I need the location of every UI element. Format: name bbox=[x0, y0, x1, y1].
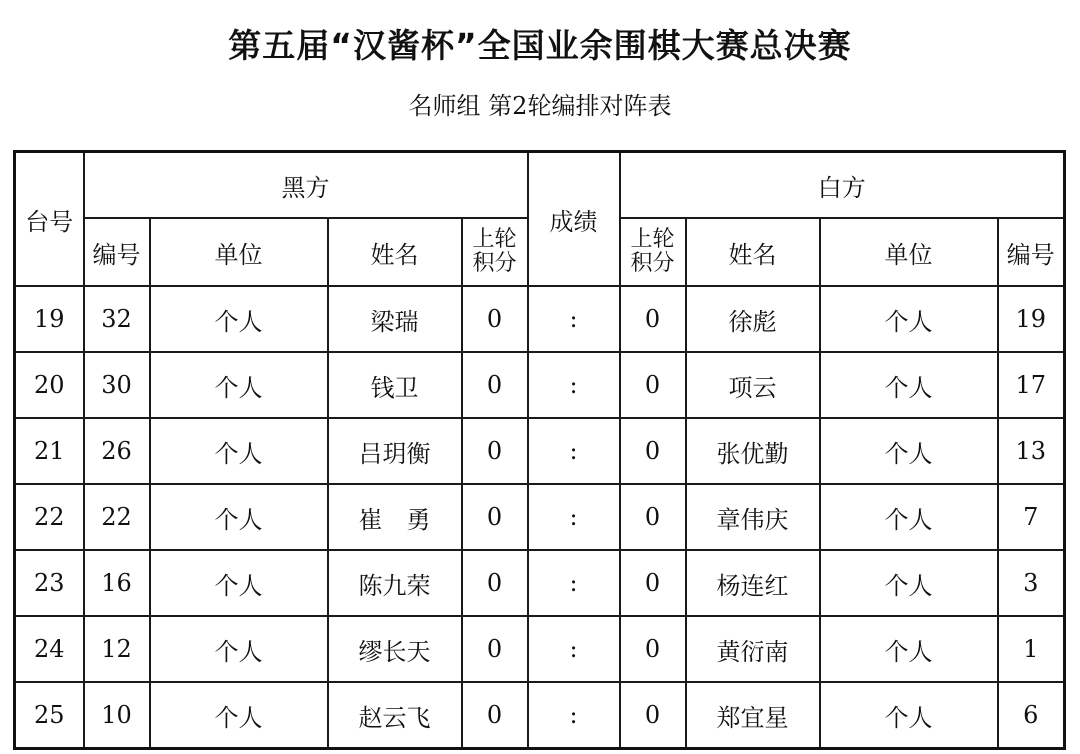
black-number-cell: 22 bbox=[84, 484, 150, 550]
document-subtitle: 名师组 第2轮编排对阵表 bbox=[408, 92, 672, 120]
white-prev-score-cell: 0 bbox=[620, 352, 686, 418]
black-number-cell: 12 bbox=[84, 616, 150, 682]
black-unit-cell: 个人 bbox=[150, 352, 328, 418]
black-prev-score-cell: 0 bbox=[462, 616, 528, 682]
white-prev-score-cell: 0 bbox=[620, 550, 686, 616]
black-prev-score-cell: 0 bbox=[462, 682, 528, 749]
table-number-cell: 22 bbox=[15, 484, 84, 550]
black-number-cell: 10 bbox=[84, 682, 150, 749]
black-unit-cell: 个人 bbox=[150, 286, 328, 352]
header-white-number: 编号 bbox=[998, 218, 1065, 286]
header-table-no: 台号 bbox=[15, 152, 84, 287]
table-row bbox=[15, 286, 1065, 352]
white-name-cell: 杨连红 bbox=[686, 550, 820, 616]
table-row bbox=[15, 484, 1065, 550]
black-prev-score-cell: 0 bbox=[462, 418, 528, 484]
white-unit-cell: 个人 bbox=[820, 418, 998, 484]
header-white-name: 姓名 bbox=[686, 218, 820, 286]
white-name-cell: 郑宜星 bbox=[686, 682, 820, 749]
white-name-cell: 张优勤 bbox=[686, 418, 820, 484]
white-prev-score-cell: 0 bbox=[620, 286, 686, 352]
table-row bbox=[15, 352, 1065, 418]
header-white: 白方 bbox=[620, 152, 1065, 219]
black-prev-score-cell: 0 bbox=[462, 286, 528, 352]
header-black-prev-score: 上轮 积分 bbox=[462, 218, 528, 286]
black-number-cell: 32 bbox=[84, 286, 150, 352]
white-number-cell: 3 bbox=[998, 550, 1065, 616]
black-unit-cell: 个人 bbox=[150, 484, 328, 550]
table-number-cell: 23 bbox=[15, 550, 84, 616]
black-name-cell: 赵云飞 bbox=[328, 682, 462, 749]
pairing-table bbox=[13, 150, 1066, 750]
black-number-cell: 16 bbox=[84, 550, 150, 616]
result-cell: : bbox=[528, 418, 620, 484]
table-number-cell: 24 bbox=[15, 616, 84, 682]
result-cell: : bbox=[528, 286, 620, 352]
table-row bbox=[15, 616, 1065, 682]
black-unit-cell: 个人 bbox=[150, 550, 328, 616]
white-unit-cell: 个人 bbox=[820, 352, 998, 418]
white-unit-cell: 个人 bbox=[820, 484, 998, 550]
white-number-cell: 17 bbox=[998, 352, 1065, 418]
white-number-cell: 1 bbox=[998, 616, 1065, 682]
white-name-cell: 章伟庆 bbox=[686, 484, 820, 550]
header-white-unit: 单位 bbox=[820, 218, 998, 286]
black-unit-cell: 个人 bbox=[150, 616, 328, 682]
black-unit-cell: 个人 bbox=[150, 682, 328, 749]
black-name-cell: 陈九荣 bbox=[328, 550, 462, 616]
black-name-cell: 钱卫 bbox=[328, 352, 462, 418]
white-name-cell: 项云 bbox=[686, 352, 820, 418]
white-prev-score-cell: 0 bbox=[620, 616, 686, 682]
black-name-cell: 吕玥衡 bbox=[328, 418, 462, 484]
table-row bbox=[15, 682, 1065, 749]
white-unit-cell: 个人 bbox=[820, 616, 998, 682]
white-number-cell: 19 bbox=[998, 286, 1065, 352]
header-white-prev-score: 上轮 积分 bbox=[620, 218, 686, 286]
black-name-cell: 崔 勇 bbox=[328, 484, 462, 550]
white-unit-cell: 个人 bbox=[820, 682, 998, 749]
white-number-cell: 13 bbox=[998, 418, 1065, 484]
header-result: 成绩 bbox=[528, 152, 620, 287]
white-name-cell: 徐彪 bbox=[686, 286, 820, 352]
result-cell: : bbox=[528, 352, 620, 418]
white-prev-score-cell: 0 bbox=[620, 682, 686, 749]
header-black-unit: 单位 bbox=[150, 218, 328, 286]
document-title: 第五届“汉酱杯”全国业余围棋大赛总决赛 bbox=[228, 26, 852, 65]
table-number-cell: 25 bbox=[15, 682, 84, 749]
black-number-cell: 30 bbox=[84, 352, 150, 418]
result-cell: : bbox=[528, 682, 620, 749]
header-black-number: 编号 bbox=[84, 218, 150, 286]
result-cell: : bbox=[528, 550, 620, 616]
table-row bbox=[15, 550, 1065, 616]
black-prev-score-cell: 0 bbox=[462, 550, 528, 616]
table-number-cell: 19 bbox=[15, 286, 84, 352]
black-number-cell: 26 bbox=[84, 418, 150, 484]
table-row bbox=[15, 418, 1065, 484]
white-prev-score-cell: 0 bbox=[620, 418, 686, 484]
result-cell: : bbox=[528, 616, 620, 682]
white-number-cell: 6 bbox=[998, 682, 1065, 749]
header-black: 黑方 bbox=[84, 152, 528, 219]
black-prev-score-cell: 0 bbox=[462, 352, 528, 418]
black-prev-score-cell: 0 bbox=[462, 484, 528, 550]
black-name-cell: 缪长天 bbox=[328, 616, 462, 682]
white-number-cell: 7 bbox=[998, 484, 1065, 550]
table-number-cell: 21 bbox=[15, 418, 84, 484]
table-number-cell: 20 bbox=[15, 352, 84, 418]
white-name-cell: 黄衍南 bbox=[686, 616, 820, 682]
result-cell: : bbox=[528, 484, 620, 550]
header-black-name: 姓名 bbox=[328, 218, 462, 286]
black-unit-cell: 个人 bbox=[150, 418, 328, 484]
black-name-cell: 梁瑞 bbox=[328, 286, 462, 352]
white-prev-score-cell: 0 bbox=[620, 484, 686, 550]
white-unit-cell: 个人 bbox=[820, 550, 998, 616]
white-unit-cell: 个人 bbox=[820, 286, 998, 352]
